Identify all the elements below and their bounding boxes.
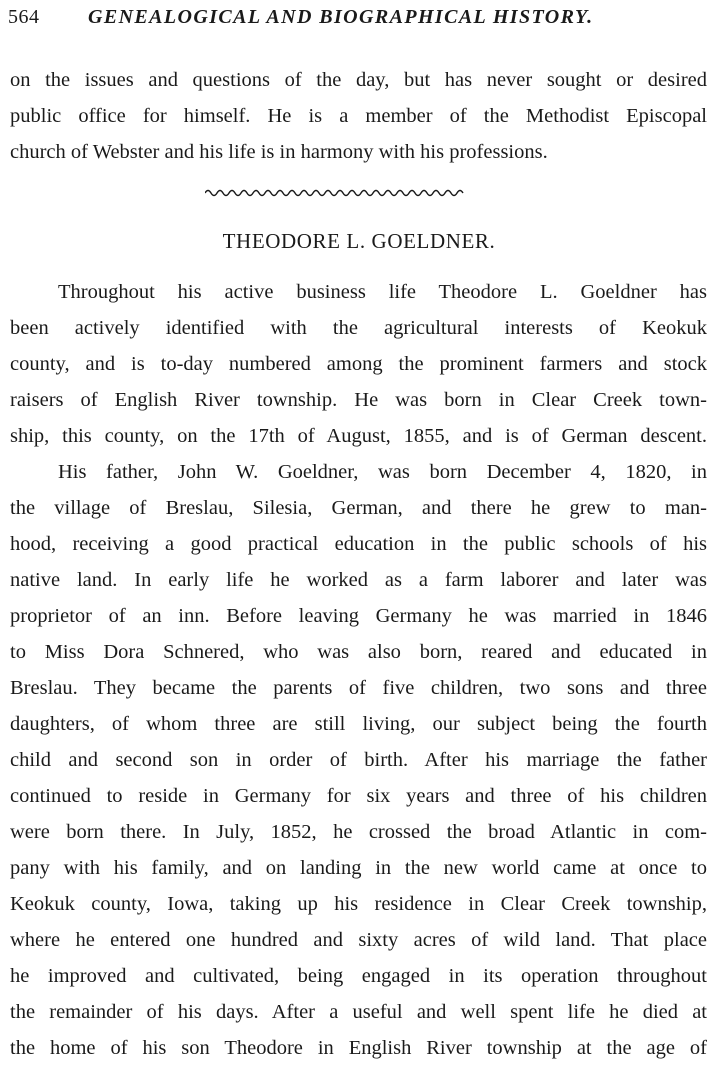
body-line-13: daughters, of whom three are still living, our subject being the fourth (10, 713, 707, 735)
wavy-divider-ornament (205, 186, 467, 200)
body-line-2: been actively identified with the agricultural interests of Keokuk (10, 317, 707, 339)
running-header (8, 6, 708, 34)
continued-line-3: church of Webster and his life is in harmony with his professions. (10, 141, 548, 163)
body-line-4: raisers of English River township. He was born in Clear Creek town- (10, 389, 707, 411)
running-title: GENEALOGICAL AND BIOGRAPHICAL HISTORY. (88, 6, 594, 28)
body-line-6: His father, John W. Goeldner, was born December 4, 1820, in (58, 461, 707, 483)
body-line-11: to Miss Dora Schnered, who was also born, reared and educated in (10, 641, 707, 663)
body-line-18: Keokuk county, Iowa, taking up his residence in Clear Creek township, (10, 893, 707, 915)
body-line-14: child and second son in order of birth. After his marriage the father (10, 749, 707, 771)
continued-line-2: public office for himself. He is a member of the Methodist Episcopal (10, 105, 707, 127)
body-line-22: the home of his son Theodore in English River township at the age of (10, 1037, 707, 1059)
section-heading: THEODORE L. GOELDNER. (222, 229, 496, 253)
body-line-21: the remainder of his days. After a useful and well spent life he died at (10, 1001, 707, 1023)
body-line-3: county, and is to-day numbered among the prominent farmers and stock (10, 353, 707, 375)
body-line-12: Breslau. They became the parents of five children, two sons and three (10, 677, 707, 699)
body-line-17: pany with his family, and on landing in the new world came at once to (10, 857, 707, 879)
body-line-8: hood, receiving a good practical education in the public schools of his (10, 533, 707, 555)
body-line-20: he improved and cultivated, being engaged in its operation throughout (10, 965, 707, 987)
body-line-19: where he entered one hundred and sixty acres of wild land. That place (10, 929, 707, 951)
body-line-5: ship, this county, on the 17th of August, 1855, and is of German descent. (10, 425, 707, 447)
body-line-10: proprietor of an inn. Before leaving Germany he was married in 1846 (10, 605, 707, 627)
body-line-16: were born there. In July, 1852, he crossed the broad Atlantic in com- (10, 821, 707, 843)
body-line-15: continued to reside in Germany for six years and three of his children (10, 785, 707, 807)
body-line-1: Throughout his active business life Theodore L. Goeldner has (58, 281, 707, 303)
body-line-7: the village of Breslau, Silesia, German, and there he grew to man- (10, 497, 707, 519)
page-number: 564 (8, 6, 40, 28)
continued-line-1: on the issues and questions of the day, but has never sought or desired (10, 69, 707, 91)
body-line-9: native land. In early life he worked as a farm laborer and later was (10, 569, 707, 591)
